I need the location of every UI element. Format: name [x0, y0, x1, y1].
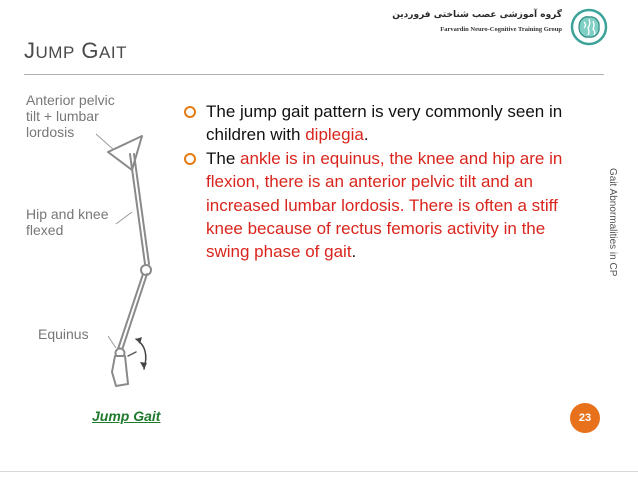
title-initial-1: J	[24, 38, 36, 63]
logo	[392, 8, 608, 46]
bullet-2-text: The	[206, 148, 241, 168]
bullet-ring-icon	[184, 106, 196, 118]
bullet-1-end: .	[363, 125, 369, 145]
label-equinus: Equinus	[38, 326, 89, 342]
bullet-1-highlight: diplegia	[305, 125, 364, 145]
bottom-divider	[0, 471, 638, 472]
label-pelvic-tilt: Anterior pelvic tilt + lumbar lordosis	[26, 92, 115, 140]
bullet-ring-icon	[184, 153, 196, 165]
bullet-item	[184, 147, 584, 264]
page-number-badge: 23	[570, 403, 600, 433]
title-rest-1: UMP	[35, 43, 75, 62]
side-footer-text: Gait Abnormalities in CP	[607, 168, 618, 277]
page-title	[24, 38, 127, 64]
bullet-list	[184, 100, 584, 264]
brain-icon	[570, 8, 608, 46]
bullet-2-end: .	[351, 242, 357, 262]
title-rest-2: AIT	[99, 43, 127, 62]
label-hip-knee: Hip and knee flexed	[26, 206, 109, 238]
figure-caption: Jump Gait	[92, 408, 161, 424]
bullet-item	[184, 100, 584, 147]
logo-persian-text: گروه آموزشی عصب شناختی فروردین	[392, 10, 562, 20]
logo-english-text: Farvardin Neuro-Cognitive Training Group	[440, 26, 562, 33]
bullet-1-text: The jump gait pattern is very commonly seen in children with	[206, 102, 563, 145]
title-divider	[24, 74, 604, 75]
side-footer	[604, 168, 620, 288]
skeleton-drawing	[24, 92, 179, 402]
jump-gait-figure	[24, 92, 179, 432]
title-initial-2: G	[81, 38, 100, 63]
bullet-2-highlight: ankle is in equinus, the knee and hip are in flexion, there is an anterior pelvic tilt and an increased lumbar lordosis. There is often a stiff knee because of rectus femoris activity in the swing phase of gait	[206, 148, 563, 262]
